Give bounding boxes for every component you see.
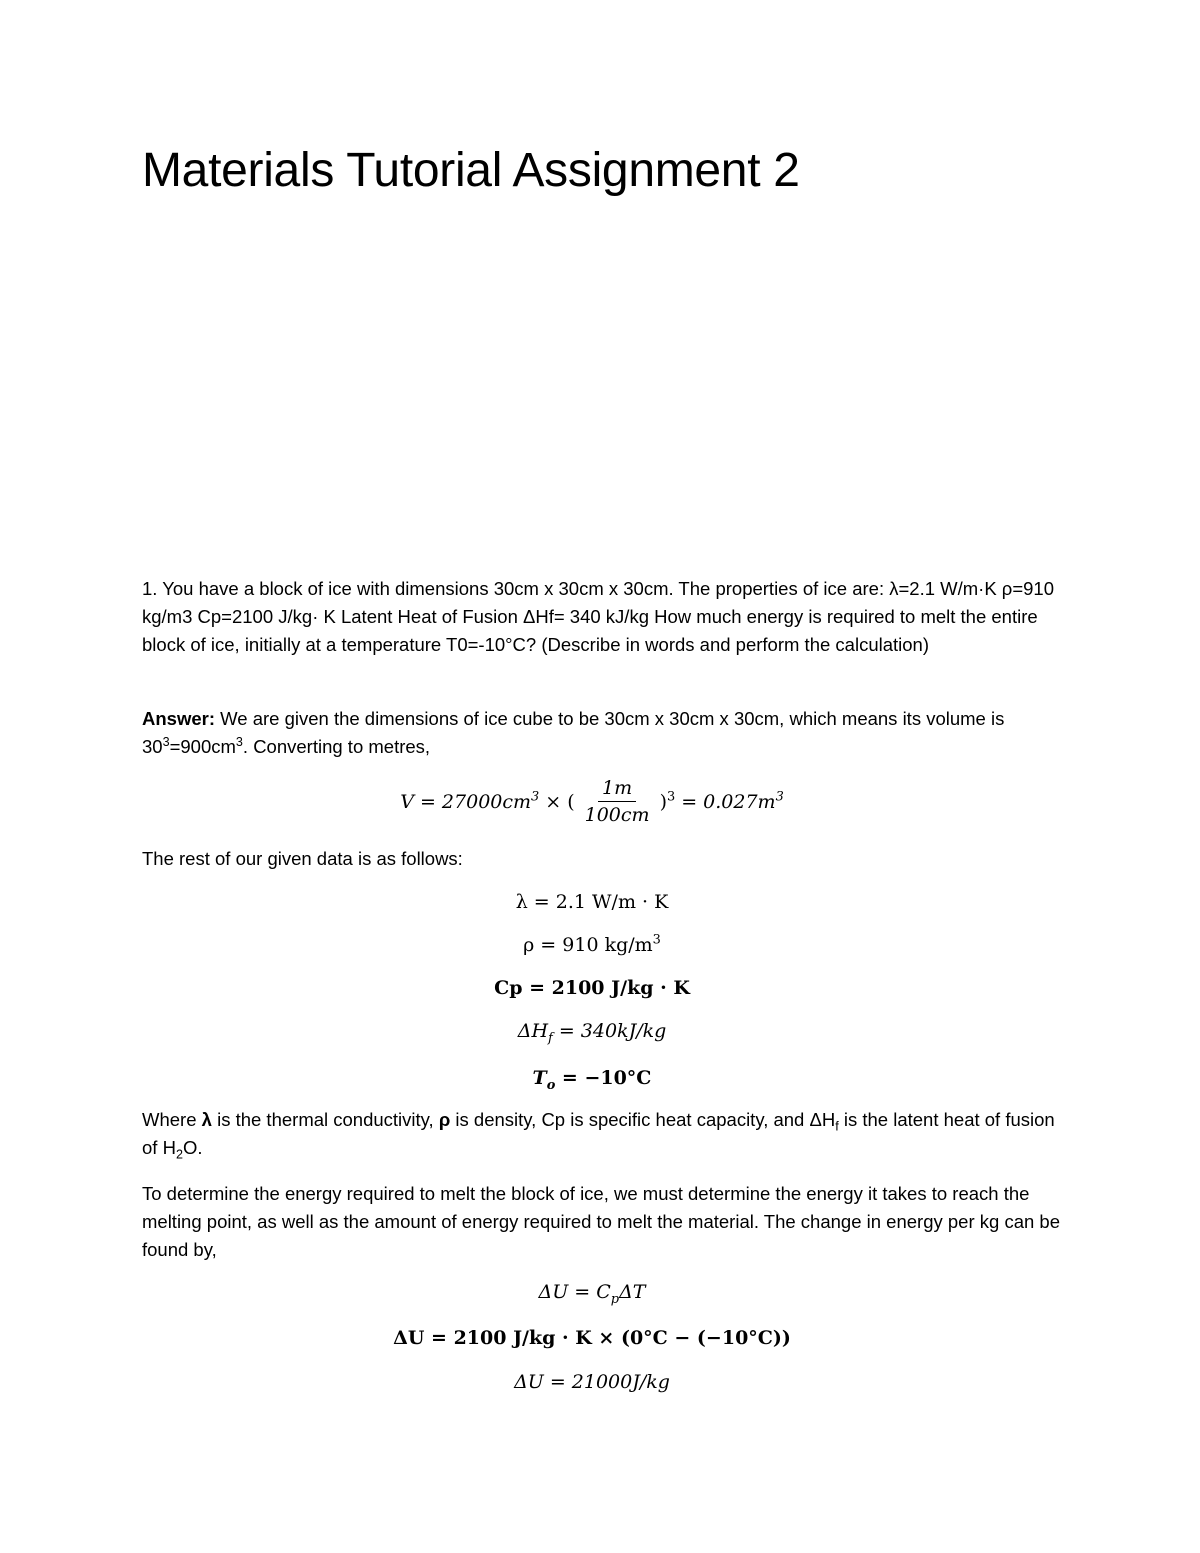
- volume-rhs-exp: 3: [775, 789, 784, 805]
- rest-intro-text: The rest of our given data is as follows:: [142, 848, 463, 869]
- where-paragraph: [142, 1106, 1062, 1162]
- rho-text: ρ = 910 kg/m: [523, 934, 653, 956]
- hf-sub: f: [548, 1030, 553, 1046]
- fraction-numerator: 1m: [598, 775, 636, 802]
- cp-equation: Cp = 2100 J/kg · K: [494, 977, 690, 999]
- where-text-e: O.: [182, 1137, 203, 1159]
- answer-text-b: =900cm: [169, 736, 236, 758]
- du1-text-b: ΔT: [619, 1281, 646, 1303]
- question-1-text: 1. You have a block of ice with dimensions 30cm x 30cm x 30cm. The properties of ice are: λ=2.1 W/m·K ρ=910 kg/m3 Cp=2100 J/kg· K Latent Heat of Fusion ΔHf= 340 kJ/kg How much energy is required to melt the entire block of ice, initially at a temperature T0=-10°C? (Describe in words and perform the calculation): [142, 578, 1054, 656]
- hf-text-b: = 340kJ/kg: [552, 1020, 667, 1042]
- answer-paragraph: [142, 705, 1062, 761]
- du1-text-a: ΔU = C: [538, 1281, 611, 1303]
- rho-equation: [142, 932, 1042, 958]
- volume-rhs: = 0.027m: [681, 790, 776, 813]
- energy-change-formula: [142, 1279, 1042, 1305]
- answer-label: Answer:: [142, 708, 215, 729]
- where-sub-2: 2: [175, 1147, 183, 1162]
- where-text-a: Where: [142, 1109, 202, 1130]
- volume-close-exp: 3: [666, 789, 676, 805]
- volume-fraction: [581, 775, 654, 828]
- energy-change-result: ΔU = 21000J/kg: [514, 1371, 670, 1393]
- answer-text-a: We are given the dimensions of ice cube to be 30cm x 30cm x 30cm, which means its volume is 30: [142, 708, 1005, 758]
- where-rho: ρ: [438, 1109, 451, 1130]
- du1-sub: p: [610, 1291, 620, 1307]
- where-text-d: is the latent heat of fusion of H: [142, 1109, 1055, 1159]
- volume-close: ): [659, 790, 667, 813]
- volume-lhs-exp: 3: [531, 789, 540, 805]
- energy-change-substitution: ΔU = 2100 J/kg · K × (0°C − (−10°C)): [393, 1327, 791, 1349]
- latent-heat-equation: [142, 1018, 1042, 1044]
- determine-paragraph: To determine the energy required to melt the block of ice, we must determine the energy it takes to reach the melting point, as well as the amount of energy required to melt the material. The change in energy per kg can be found by,: [142, 1183, 1060, 1261]
- initial-temperature-equation: [142, 1065, 1042, 1091]
- where-text-b: is the thermal conductivity,: [211, 1109, 439, 1130]
- rho-exp: 3: [652, 932, 661, 948]
- fraction-denominator: 100cm: [584, 804, 650, 826]
- answer-text-c: . Converting to metres,: [242, 736, 431, 758]
- page-title: Materials Tutorial Assignment 2: [142, 144, 800, 197]
- volume-times: × (: [545, 790, 575, 813]
- t0-text-a: T: [532, 1067, 547, 1089]
- t0-sub: o: [546, 1077, 556, 1093]
- hf-text-a: ΔH: [517, 1020, 549, 1042]
- t0-text-b: = −10°C: [555, 1067, 652, 1089]
- volume-equation: [142, 775, 1042, 835]
- lambda-equation: λ = 2.1 W/m · K: [515, 891, 669, 913]
- where-sub-f: f: [835, 1119, 839, 1134]
- answer-sup-2: 3: [235, 735, 243, 750]
- where-text-c: is density, Cp is specific heat capacity, and ΔH: [450, 1109, 836, 1130]
- volume-lhs: V = 27000cm: [400, 790, 532, 813]
- where-lambda: λ: [201, 1109, 212, 1130]
- answer-sup-1: 3: [162, 735, 170, 750]
